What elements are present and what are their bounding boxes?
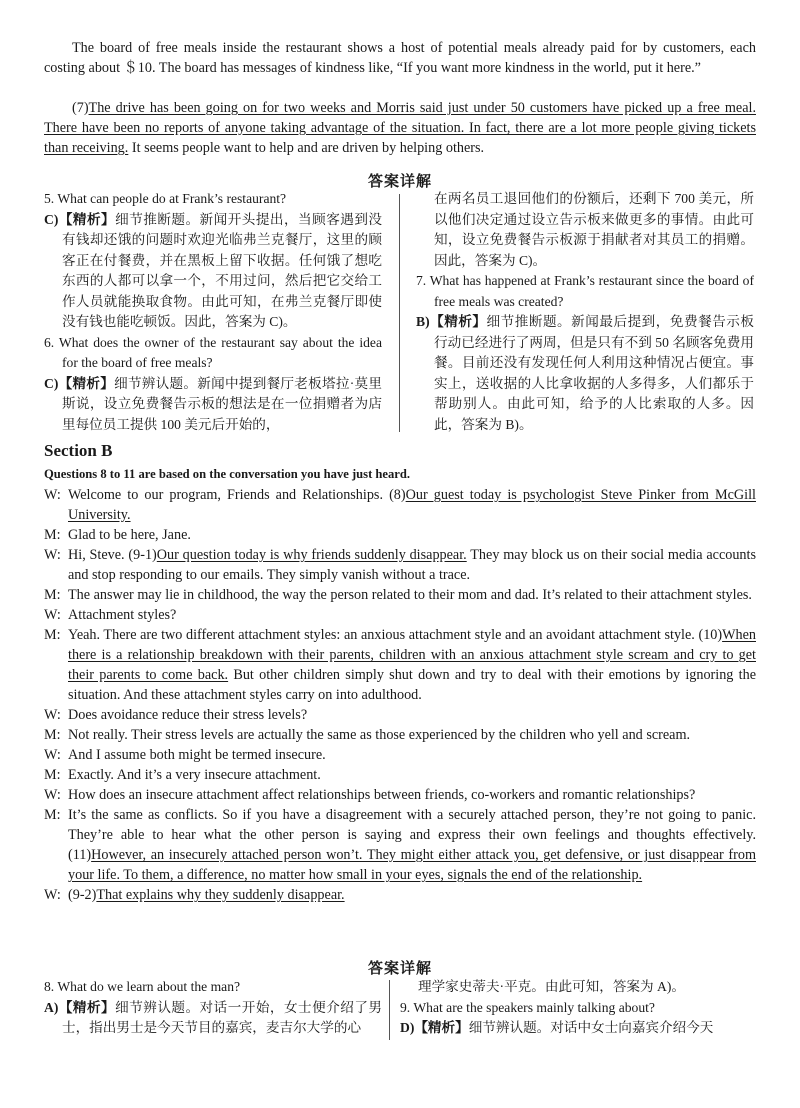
dialogue-line: [44, 705, 756, 725]
answer-label: A)【精析】: [44, 999, 116, 1015]
dialogue-text: Exactly. And it’s a very insecure attachment.: [68, 767, 321, 783]
dialogue-line: [44, 745, 756, 765]
dialogue-text: How does an insecure attachment affect relationships between friends, co-workers and romantic relationships?: [68, 787, 696, 803]
analysis-text: 细节辨认题。新闻中提到餐厅老板塔拉·莫里斯说，设立免费餐告示板的想法是在一位捐赠者为店里每位员工提供 100 美元后开始的，: [62, 375, 383, 432]
speaker-label: W:: [44, 747, 61, 763]
intro-text-1: The board of free meals inside the restaurant shows a host of potential meals already paid for by customers, each costing about ＄10. The board has messages of kindness like, “If you want more kindness in the world, put it here.”: [44, 40, 756, 76]
dialogue-line: [44, 605, 756, 625]
speaker-label: M:: [44, 527, 61, 543]
section-title: Section B: [44, 441, 113, 460]
underlined-key-sentence: That explains why they suddenly disappear.: [96, 887, 345, 903]
question-text: 8. What do we learn about the man?: [44, 979, 241, 994]
speaker-label: M:: [44, 727, 61, 743]
intro-text-2: It seems people want to help and are driven by helping others.: [128, 140, 485, 156]
question-text: 7. What has happened at Frank’s restaurant since the board of free meals was created?: [416, 273, 754, 309]
answer-label: B)【精析】: [416, 314, 487, 329]
dialogue-line: [44, 625, 756, 705]
analysis-text: 细节推断题。新闻最后提到，免费餐告示板行动已经进行了两周，但是只有不到 50 名顾客免费用餐。目前还没有发现任何人利用这种情况占便宜。事实上，送收据的人比拿收据的人多得多，人们都乐于帮助别人。由此可知，给予的人比索取的人多。因此，答案为 B)。: [434, 314, 755, 432]
answers-left-column-2: [44, 977, 382, 1039]
dialogue-text: But other children simply shut down and try to deal with their emotions by ignoring the situation. And these attachment styles carry on into adulthood.: [68, 667, 756, 703]
speaker-label: W:: [44, 887, 61, 903]
answers-right-column-2: [400, 977, 738, 1039]
speaker-label: W:: [44, 607, 61, 623]
dialogue-text: Hi, Steve. (9-1): [68, 547, 157, 563]
answer-label: C)【精析】: [44, 211, 116, 227]
analysis-text: 细节辨认题。对话中女士向嘉宾介绍今天: [468, 1020, 714, 1035]
dialogue-transcript: [44, 485, 756, 905]
dialogue-line: [44, 485, 756, 525]
underlined-key-sentence: Our question today is why friends suddenly disappear.: [156, 547, 467, 563]
question-text: 5. What can people do at Frank’s restaurant?: [44, 191, 287, 206]
dialogue-line: [44, 765, 756, 785]
speaker-label: W:: [44, 707, 61, 723]
answer-analysis: [44, 210, 382, 333]
underlined-key-sentence: The drive has been going on for two weeks and Morris said just under 50 customers have picked up a free meal. There have been no reports of anyone taking advantage of the situation. In fact, there are a lot more people giving tickets than receiving.: [44, 100, 756, 156]
speaker-label: M:: [44, 587, 61, 603]
dialogue-line: [44, 805, 756, 885]
dialogue-text: And I assume both might be termed insecure.: [68, 747, 326, 763]
dialogue-line: [44, 725, 756, 745]
dialogue-text: (9-2): [68, 887, 97, 903]
answer-analysis: [416, 312, 754, 435]
dialogue-text: Welcome to our program, Friends and Relationships. (8): [68, 487, 406, 503]
intro-paragraph-2: [44, 98, 756, 158]
dialogue-line: [44, 525, 756, 545]
intro-paragraph-1: [44, 38, 756, 78]
dialogue-line: [44, 545, 756, 585]
answer-analysis: [400, 1018, 738, 1039]
speaker-label: M:: [44, 807, 61, 823]
question-text: 6. What does the owner of the restaurant say about the idea for the board of free meals?: [44, 334, 382, 370]
speaker-label: W:: [44, 547, 61, 563]
dialogue-line: [44, 885, 756, 905]
speaker-label: M:: [44, 627, 61, 643]
analysis-text: 细节辨认题。对话一开始，女士便介绍了男士，指出男士是今天节目的嘉宾，麦吉尔大学的心: [62, 999, 383, 1035]
dialogue-text: Glad to be here, Jane.: [68, 527, 191, 543]
dialogue-text: Does avoidance reduce their stress levels?: [68, 707, 308, 723]
questions-note: Questions 8 to 11 are based on the conversation you have just heard.: [44, 467, 411, 481]
dialogue-text: Not really. Their stress levels are actually the same as those experienced by the children who yell and scream.: [68, 727, 691, 743]
dialogue-line: [44, 785, 756, 805]
answers-right-column: [416, 189, 754, 435]
question-marker-7: (7): [72, 100, 89, 116]
dialogue-text: The answer may lie in childhood, the way the person related to their mom and dad. It’s related to their attachment styles.: [68, 587, 752, 603]
dialogue-text: It’s the same as conflicts. So if you have a disagreement with a securely attached person, they’re not going to panic. They’re able to hear what the other person is saying and express their own feelings and thoughts effectively. (11): [68, 807, 756, 863]
dialogue-text: Attachment styles?: [68, 607, 177, 623]
analysis-continued: 理学家史蒂夫·平克。由此可知，答案为 A)。: [418, 979, 685, 994]
speaker-label: W:: [44, 487, 61, 503]
underlined-key-sentence: However, an insecurely attached person won’t. They might either attack you, get defensive, or just disappear from your life. To them, a difference, no matter how small in your eyes, signals the end of the relationship.: [68, 847, 756, 883]
dialogue-line: [44, 585, 756, 605]
question-text: 9. What are the speakers mainly talking about?: [400, 999, 655, 1015]
answer-analysis: [44, 374, 382, 436]
dialogue-text: They may block us on their social media accounts and stop responding to our emails. They simply vanish without a trace.: [68, 547, 756, 583]
column-divider-2: [389, 980, 390, 1040]
dialogue-text: Yeah. There are two different attachment styles: an anxious attachment style and an avoidant attachment style. (10): [68, 627, 723, 643]
underlined-key-sentence: Our guest today is psychologist Steve Pinker from McGill University.: [68, 487, 756, 523]
answer-label: D)【精析】: [400, 1020, 469, 1035]
column-divider: [399, 194, 400, 432]
answers-left-column: [44, 189, 382, 435]
answer-heading-2: 答案详解: [367, 959, 432, 977]
speaker-label: M:: [44, 767, 61, 783]
answer-heading: 答案详解: [367, 172, 432, 190]
analysis-text: 细节推断题。新闻开头提出，当顾客遇到没有钱却还饿的问题时欢迎光临弗兰克餐厅，这里的顾客正在付餐费，并在黑板上留下收据。任何饿了想吃东西的人都可以拿一个，不用过问，然后把它交给工作人员就能换取食物。由此可知，在弗兰克餐厅即使没有钱也能吃顿饭。因此，答案为 C)。: [62, 211, 383, 329]
answer-label: C)【精析】: [44, 375, 115, 391]
speaker-label: W:: [44, 787, 61, 803]
analysis-continued: 在两名员工退回他们的份额后，还剩下 700 美元，所以他们决定通过设立告示板来做更多的事情。由此可知，设立免费餐告示板源于捐献者对其员工的捐赠。因此，答案为 C)。: [434, 191, 754, 268]
answer-analysis: [44, 998, 382, 1039]
underlined-key-sentence: When there is a relationship breakdown with their parents, children with an anxious attachment style scream and cry to get their parents to come back.: [68, 627, 756, 683]
